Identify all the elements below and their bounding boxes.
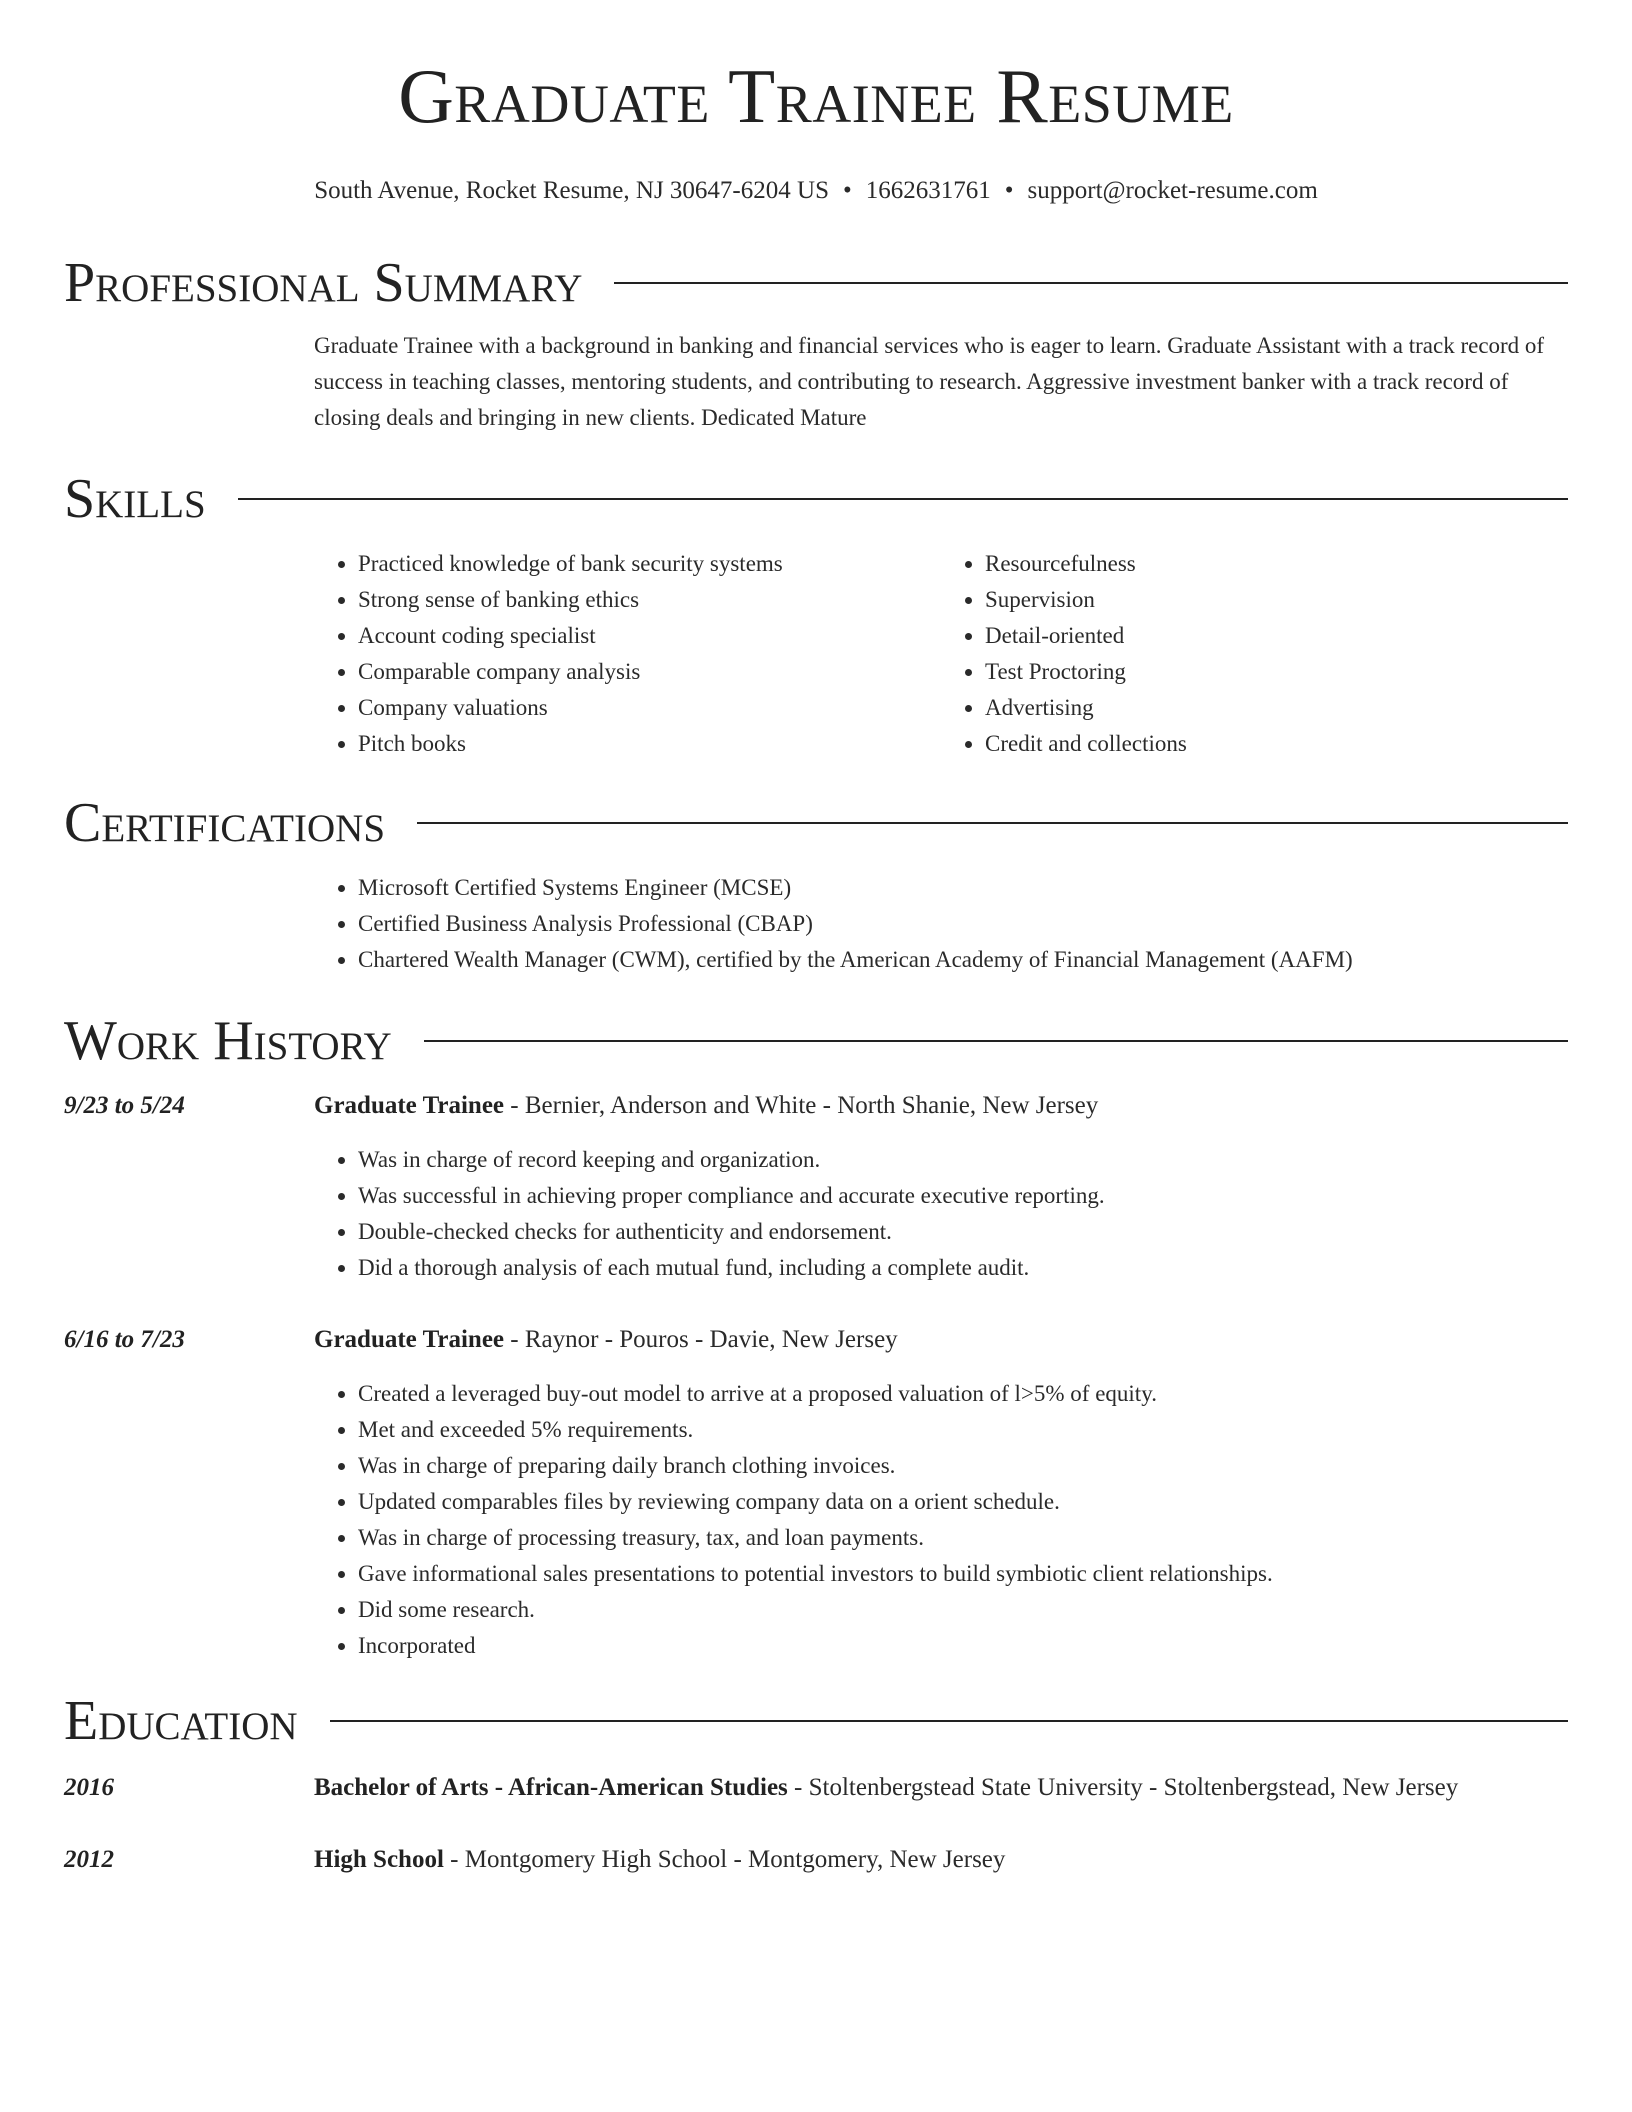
certifications-section [64, 790, 1568, 978]
section-header [64, 250, 1568, 316]
skill-item: • Comparable company analysis [358, 654, 941, 690]
education-row [64, 1846, 1568, 1882]
separator: • [1004, 177, 1014, 204]
skill-item: • Pitch books [358, 726, 941, 762]
job-bullet: • Updated comparables files by reviewing company data on a orient schedule. [358, 1484, 1568, 1520]
skill-item: • Test Proctoring [985, 654, 1568, 690]
education-details: - Stoltenbergstead State University - Stoltenbergstead, New Jersey [787, 1774, 1459, 1801]
email-text: support@rocket-resume.com [1027, 177, 1318, 204]
section-rule [424, 1040, 1568, 1042]
section-title: Skills [64, 468, 206, 530]
education-summary [314, 1846, 1005, 1874]
section-header [64, 1008, 1568, 1074]
job-bullet: • Gave informational sales presentations to potential investors to build symbiotic client relationships. [358, 1556, 1568, 1592]
education-entry [64, 1774, 1568, 1810]
summary-text: Graduate Trainee with a background in banking and financial services who is eager to learn. Graduate Assistant with a track record of success in teaching classes, mentoring students, and contributing to research. Aggressive investment banker with a track record of closing deals and bringing in new clients. Dedicated Mature [314, 333, 1545, 430]
skill-item: • Company valuations [358, 690, 941, 726]
job-summary [314, 1092, 1098, 1120]
education-details: - Montgomery High School - Montgomery, New Jersey [443, 1846, 1006, 1873]
job-bullets [314, 1142, 1568, 1286]
job-bullet: • Double-checked checks for authenticity and endorsement. [358, 1214, 1568, 1250]
skill-item: • Practiced knowledge of bank security systems [358, 546, 941, 582]
section-header [64, 790, 1568, 856]
job-bullet: • Was in charge of record keeping and organization. [358, 1142, 1568, 1178]
degree: High School [314, 1846, 444, 1873]
education-year: 2016 [64, 1774, 114, 1801]
job-bullets [314, 1376, 1568, 1664]
skill-item: • Resourcefulness [985, 546, 1568, 582]
job-dates: 9/23 to 5/24 [64, 1092, 185, 1119]
job-summary [314, 1326, 898, 1354]
section-title: Certifications [64, 792, 386, 854]
education-section [64, 1688, 1568, 1882]
job-entry [64, 1326, 1568, 1664]
skill-item: • Strong sense of banking ethics [358, 582, 941, 618]
job-bullet: • Did a thorough analysis of each mutual fund, including a complete audit. [358, 1250, 1568, 1286]
work-history-section [64, 1008, 1568, 1664]
education-summary [314, 1774, 1458, 1802]
education-year: 2012 [64, 1846, 114, 1873]
section-title: Work History [64, 1010, 392, 1072]
skill-item: • Supervision [985, 582, 1568, 618]
skill-item: • Detail-oriented [985, 618, 1568, 654]
section-title: Professional Summary [64, 252, 583, 314]
contact-line [0, 176, 1632, 206]
section-rule [238, 498, 1568, 500]
skills-list [314, 546, 1568, 762]
job-header [64, 1326, 1568, 1362]
job-bullet: • Did some research. [358, 1592, 1568, 1628]
section-header [64, 1688, 1568, 1754]
job-title: Graduate Trainee [314, 1326, 505, 1353]
job-bullet: • Created a leveraged buy-out model to arrive at a proposed valuation of l>5% of equity. [358, 1376, 1568, 1412]
job-bullet: • Was in charge of preparing daily branch clothing invoices. [358, 1448, 1568, 1484]
job-entry [64, 1092, 1568, 1286]
section-header [64, 466, 1568, 532]
section-rule [330, 1720, 1568, 1722]
certification-item: • Microsoft Certified Systems Engineer (MCSE) [358, 870, 1568, 906]
skill-item: • Advertising [985, 690, 1568, 726]
skills-section [64, 466, 1568, 762]
certifications-list [314, 870, 1568, 978]
certification-item: • Certified Business Analysis Professional (CBAP) [358, 906, 1568, 942]
section-rule [417, 822, 1568, 824]
summary-section [64, 250, 1568, 436]
job-bullet: • Was in charge of processing treasury, tax, and loan payments. [358, 1520, 1568, 1556]
skill-item: • Account coding specialist [358, 618, 941, 654]
education-entry [64, 1846, 1568, 1882]
job-title: Graduate Trainee [314, 1092, 505, 1119]
skills-left-column [314, 546, 941, 762]
job-details: - Raynor - Pouros - Davie, New Jersey [504, 1326, 898, 1353]
job-bullet: • Was successful in achieving proper compliance and accurate executive reporting. [358, 1178, 1568, 1214]
address-text: South Avenue, Rocket Resume, NJ 30647-6204 US [314, 177, 829, 204]
section-rule [614, 282, 1568, 284]
degree: Bachelor of Arts - African-American Studies [314, 1774, 788, 1801]
job-dates: 6/16 to 7/23 [64, 1326, 185, 1353]
separator: • [842, 177, 852, 204]
skills-right-column [941, 546, 1568, 762]
section-title: Education [64, 1690, 298, 1752]
skill-item: • Credit and collections [985, 726, 1568, 762]
education-row [64, 1774, 1568, 1810]
job-bullet: • Incorporated [358, 1628, 1568, 1664]
certification-item: • Chartered Wealth Manager (CWM), certified by the American Academy of Financial Management (AAFM) [358, 942, 1568, 978]
resume-title: Graduate Trainee Resume [398, 53, 1234, 139]
job-details: - Bernier, Anderson and White - North Shanie, New Jersey [504, 1092, 1099, 1119]
phone-text: 1662631761 [865, 177, 991, 204]
job-header [64, 1092, 1568, 1128]
job-bullet: • Met and exceeded 5% requirements. [358, 1412, 1568, 1448]
